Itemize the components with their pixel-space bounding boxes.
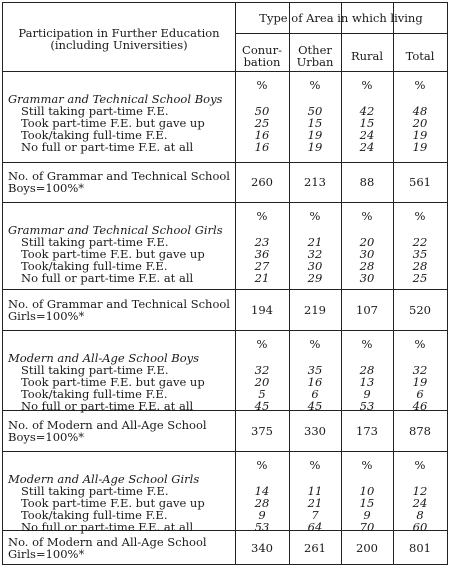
total-label: No. of Grammar and Technical School (8, 296, 230, 311)
percent-sign: % (256, 78, 268, 92)
cell-value: 16 (307, 375, 323, 389)
participation-table (2, 2, 448, 565)
total-value: 173 (356, 423, 378, 438)
cell-value: 29 (307, 271, 323, 285)
cell-value: 24 (359, 128, 375, 142)
cell-value: 45 (307, 399, 323, 413)
total-label: No. of Modern and All-Age School (8, 417, 207, 432)
total-value: 340 (251, 541, 273, 555)
cell-value: 25 (412, 271, 428, 285)
cell-value: 22 (412, 235, 428, 249)
cell-value: 19 (307, 128, 323, 142)
cell-value: 24 (412, 496, 428, 510)
row-label: No full or part-time F.E. at all (21, 520, 194, 534)
percent-sign: % (256, 458, 268, 472)
row-label: Still taking part-time F.E. (21, 363, 169, 377)
cell-value: 27 (254, 259, 270, 273)
cell-value: 30 (359, 271, 375, 285)
row-label: Took part-time F.E. but gave up (21, 247, 205, 261)
total-label: Girls=100%* (8, 547, 85, 561)
total-label: Boys=100%* (8, 429, 85, 444)
cell-value: 14 (254, 484, 270, 498)
total-value: 88 (359, 175, 375, 189)
section-rule (3, 451, 447, 452)
row-label: Took part-time F.E. but gave up (21, 116, 205, 130)
cell-value: 50 (254, 104, 270, 118)
cell-value: 15 (359, 496, 375, 510)
total-value: 375 (251, 423, 273, 438)
section-title: Grammar and Technical School Boys (8, 92, 223, 106)
cell-value: 30 (359, 247, 375, 261)
cell-value: 23 (254, 235, 270, 249)
cell-value: 32 (307, 247, 323, 261)
total-value: 520 (409, 302, 431, 317)
cell-value: 46 (412, 399, 428, 413)
cell-value: 16 (254, 140, 270, 154)
cell-value: 48 (412, 104, 428, 118)
cell-value: 19 (412, 140, 428, 154)
total-value: 261 (304, 541, 326, 555)
cell-value: 24 (359, 140, 375, 154)
total-value: 213 (304, 175, 326, 189)
total-rule (3, 289, 447, 290)
percent-sign: % (414, 78, 426, 92)
cell-value: 19 (412, 128, 428, 142)
total-rule (3, 162, 447, 163)
cell-value: 32 (254, 363, 270, 377)
section-title: Modern and All-Age School Girls (8, 472, 200, 486)
percent-sign: % (361, 458, 373, 472)
cell-value: 10 (359, 484, 375, 498)
cell-value: 20 (412, 116, 428, 130)
row-header-label: Participation in Further Education (18, 26, 220, 40)
percent-sign: % (309, 209, 321, 223)
row-label: Took/taking full-time F.E. (21, 508, 168, 522)
section-rule (3, 330, 447, 331)
cell-value: 12 (412, 484, 428, 498)
column-header: Rural (350, 49, 384, 63)
section-title: Grammar and Technical School Girls (8, 223, 223, 237)
cell-value: 53 (254, 520, 270, 534)
cell-value: 21 (254, 271, 270, 285)
cell-value: 45 (254, 399, 270, 413)
cell-value: 6 (311, 387, 319, 401)
cell-value: 35 (307, 363, 323, 377)
cell-value: 9 (363, 387, 371, 401)
cell-value: 60 (412, 520, 428, 534)
percent-sign: % (309, 458, 321, 472)
column-header: Urban (296, 55, 334, 69)
total-value: 330 (304, 423, 326, 438)
percent-sign: % (414, 458, 426, 472)
cell-value: 36 (254, 247, 270, 261)
percent-sign: % (361, 209, 373, 223)
percent-sign: % (414, 337, 426, 351)
cell-value: 28 (412, 259, 428, 273)
cell-value: 30 (307, 259, 323, 273)
row-header-label: (including Universities) (50, 38, 188, 52)
percent-sign: % (309, 337, 321, 351)
column-header: Other (298, 43, 332, 57)
row-label: Still taking part-time F.E. (21, 484, 169, 498)
total-value: 260 (251, 175, 273, 189)
row-label: No full or part-time F.E. at all (21, 271, 194, 285)
cell-value: 13 (359, 375, 375, 389)
cell-value: 42 (359, 104, 375, 118)
row-label: No full or part-time F.E. at all (21, 140, 194, 154)
header-rule (3, 71, 447, 72)
column-header: Total (405, 49, 435, 63)
cell-value: 25 (254, 116, 270, 130)
cell-value: 15 (359, 116, 375, 130)
total-label: No. of Modern and All-Age School (8, 535, 207, 549)
cell-value: 32 (412, 363, 428, 377)
row-label: Took/taking full-time F.E. (21, 128, 168, 142)
total-label: No. of Grammar and Technical School (8, 169, 230, 183)
cell-value: 9 (363, 508, 371, 522)
total-label: Boys=100%* (8, 181, 85, 195)
cell-value: 19 (412, 375, 428, 389)
cell-value: 8 (416, 508, 424, 522)
section-rule (3, 202, 447, 203)
group-header-rule (235, 33, 447, 34)
cell-value: 21 (307, 496, 323, 510)
cell-value: 53 (359, 399, 375, 413)
column-header: Conur- (242, 43, 282, 57)
percent-sign: % (256, 209, 268, 223)
cell-value: 5 (258, 387, 266, 401)
cell-value: 6 (416, 387, 424, 401)
cell-value: 11 (307, 484, 323, 498)
row-label: Still taking part-time F.E. (21, 104, 169, 118)
cell-value: 28 (359, 259, 375, 273)
cell-value: 50 (307, 104, 323, 118)
percent-sign: % (414, 209, 426, 223)
percent-sign: % (361, 78, 373, 92)
cell-value: 35 (412, 247, 428, 261)
cell-value: 20 (254, 375, 270, 389)
cell-value: 70 (359, 520, 375, 534)
total-value: 878 (409, 423, 431, 438)
percent-sign: % (256, 337, 268, 351)
percent-sign: % (309, 78, 321, 92)
total-label: Girls=100%* (8, 308, 85, 323)
total-value: 194 (251, 302, 273, 317)
column-header: bation (243, 55, 281, 69)
cell-value: 64 (307, 520, 323, 534)
total-value: 561 (409, 175, 431, 189)
cell-value: 21 (307, 235, 323, 249)
section-title: Modern and All-Age School Boys (8, 351, 200, 365)
total-value: 200 (356, 541, 378, 555)
cell-value: 28 (254, 496, 270, 510)
total-value: 801 (409, 541, 431, 555)
cell-value: 20 (359, 235, 375, 249)
row-label: Took part-time F.E. but gave up (21, 496, 205, 510)
row-label: Took/taking full-time F.E. (21, 387, 168, 401)
row-label: Took part-time F.E. but gave up (21, 375, 205, 389)
total-value: 107 (356, 302, 378, 317)
cell-value: 16 (254, 128, 270, 142)
cell-value: 19 (307, 140, 323, 154)
row-label: Still taking part-time F.E. (21, 235, 169, 249)
area-group-label: Type of Area in which living (259, 11, 423, 25)
cell-value: 9 (258, 508, 266, 522)
row-label: Took/taking full-time F.E. (21, 259, 168, 273)
percent-sign: % (361, 337, 373, 351)
total-value: 219 (304, 302, 326, 317)
cell-value: 15 (307, 116, 323, 130)
cell-value: 7 (311, 508, 319, 522)
row-label: No full or part-time F.E. at all (21, 399, 194, 413)
cell-value: 28 (359, 363, 375, 377)
